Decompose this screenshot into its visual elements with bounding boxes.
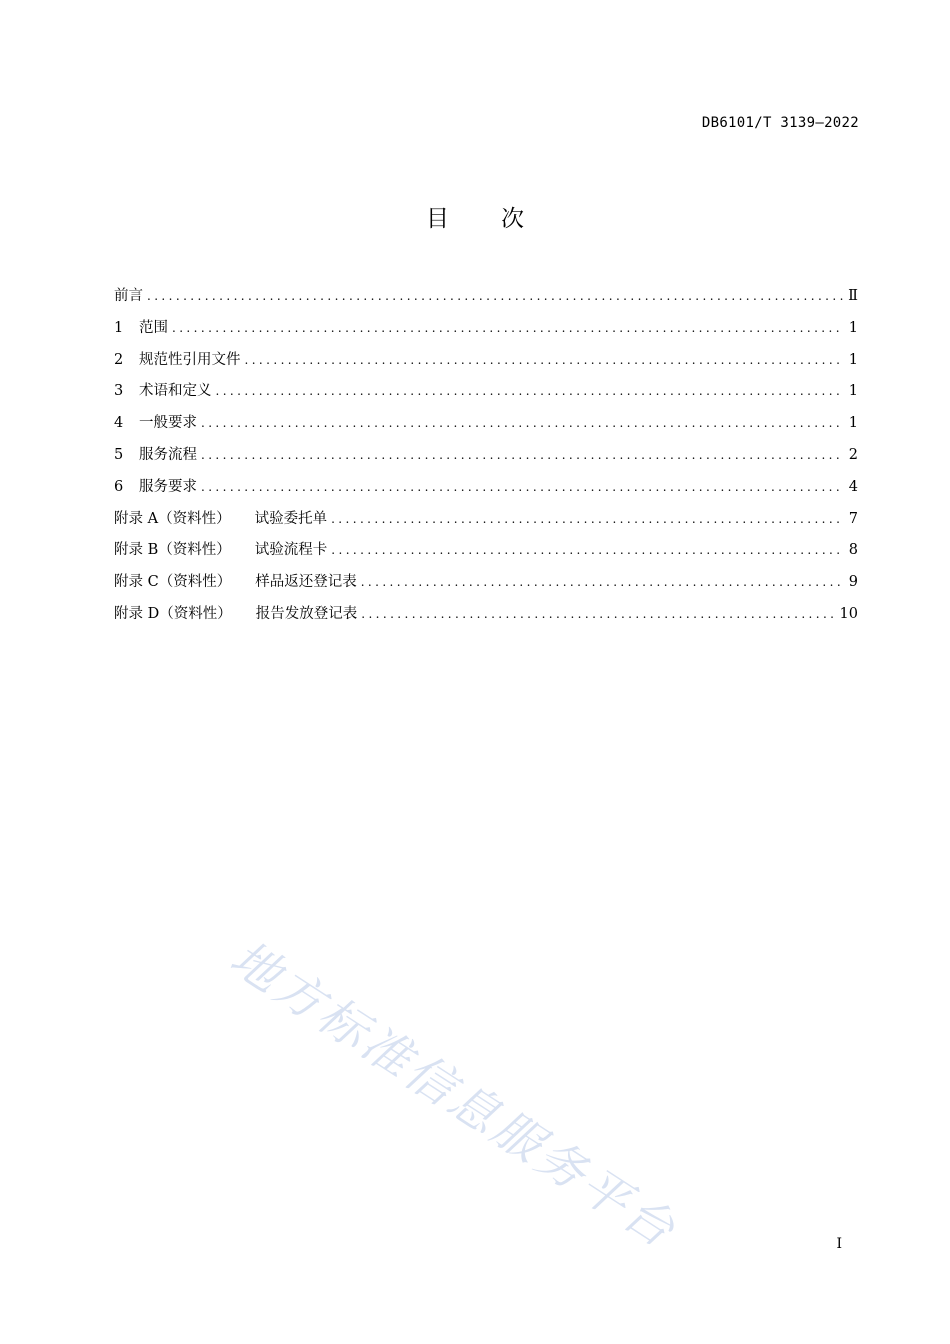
watermark: 地方标准信息服务平台 <box>220 929 687 1260</box>
toc-entry-label: 2 规范性引用文件 <box>114 351 241 368</box>
toc-entry-page: 7 <box>848 510 858 527</box>
toc-leader-dots <box>201 480 844 494</box>
document-code: DB6101/T 3139—2022 <box>701 115 859 131</box>
toc-entry-appendix-d[interactable] <box>114 602 858 634</box>
toc-leader-dots <box>245 353 845 367</box>
toc-entry-label: 6 服务要求 <box>114 478 197 495</box>
page-title <box>0 200 950 233</box>
toc-entry-label: 3 术语和定义 <box>114 383 212 400</box>
toc-leader-dots <box>147 289 844 303</box>
toc-leader-dots <box>172 321 844 335</box>
toc-entry-page: 2 <box>848 446 858 463</box>
toc-entry-label: 附录 C（资料性） 样品返还登记表 <box>114 574 357 591</box>
table-of-contents <box>114 284 858 634</box>
toc-entry-appendix-a[interactable] <box>114 507 858 539</box>
toc-entry-appendix-b[interactable] <box>114 538 858 570</box>
toc-leader-dots <box>331 512 844 526</box>
toc-entry-page: 1 <box>848 351 858 368</box>
toc-entry-page: 1 <box>848 319 858 336</box>
toc-entry-label: 前言 <box>114 288 143 304</box>
toc-entry-label: 附录 D（资料性） 报告发放登记表 <box>114 605 358 622</box>
toc-leader-dots <box>201 448 844 462</box>
toc-entry-page: 4 <box>848 478 858 495</box>
toc-entry-page: 9 <box>848 574 858 591</box>
page-title-char-1: 目 <box>426 206 449 232</box>
toc-entry-label: 附录 A（资料性） 试验委托单 <box>114 510 328 527</box>
toc-leader-dots <box>331 543 844 557</box>
toc-leader-dots <box>361 607 835 621</box>
toc-entry-scope[interactable] <box>114 316 858 348</box>
page-number: I <box>836 1236 842 1252</box>
toc-entry-foreword[interactable] <box>114 284 858 316</box>
toc-entry-label: 1 范围 <box>114 319 168 336</box>
toc-entry-general-requirements[interactable] <box>114 411 858 443</box>
toc-entry-service-process[interactable] <box>114 443 858 475</box>
toc-entry-label: 附录 B（资料性） 试验流程卡 <box>114 542 328 559</box>
toc-leader-dots <box>216 384 845 398</box>
toc-entry-service-requirements[interactable] <box>114 475 858 507</box>
toc-entry-page: Ⅱ <box>848 288 858 304</box>
toc-entry-page: 1 <box>848 383 858 400</box>
toc-entry-label: 5 服务流程 <box>114 446 197 463</box>
toc-entry-page: 1 <box>848 415 858 432</box>
toc-entry-page: 8 <box>848 542 858 559</box>
toc-entry-page: 10 <box>839 605 858 622</box>
toc-entry-terms-definitions[interactable] <box>114 379 858 411</box>
toc-leader-dots <box>361 575 844 589</box>
toc-entry-normative-references[interactable] <box>114 348 858 380</box>
page-title-char-2: 次 <box>501 206 524 232</box>
toc-leader-dots <box>201 416 844 430</box>
toc-entry-label: 4 一般要求 <box>114 415 197 432</box>
toc-entry-appendix-c[interactable] <box>114 570 858 602</box>
